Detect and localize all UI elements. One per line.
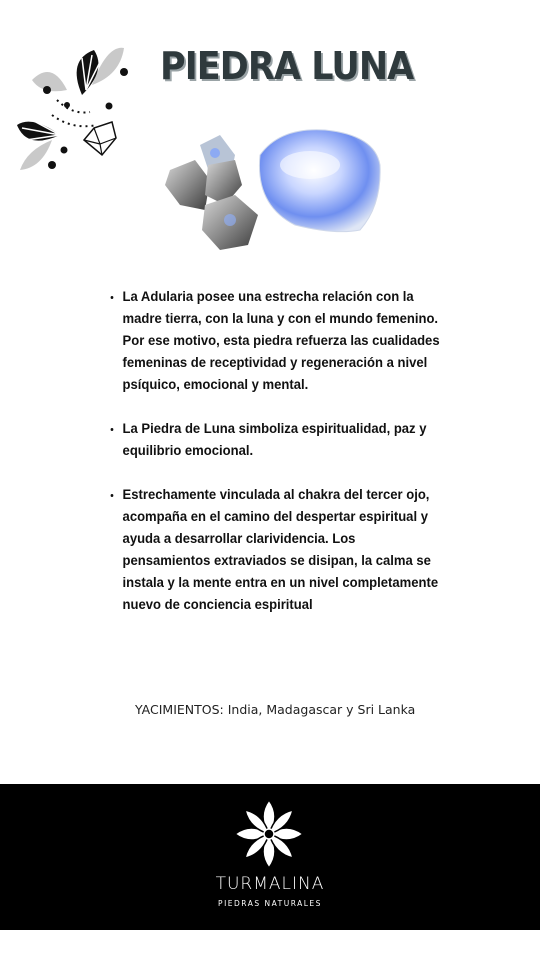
brand-name: TURMALINA	[215, 874, 325, 894]
boho-ornament-icon	[12, 40, 132, 175]
brand-tagline: PIEDRAS NATURALES	[218, 899, 322, 908]
description-list	[106, 286, 445, 638]
footer-banner	[0, 784, 540, 930]
moonstone-image	[160, 125, 390, 255]
deposits-text: YACIMIENTOS: India, Madagascar y Sri Lanka	[135, 702, 416, 717]
list-item: • La Piedra de Luna simboliza espiritualidad, paz y equilibrio emocional.	[123, 418, 445, 462]
list-item: • La Adularia posee una estrecha relación con la madre tierra, con la luna y con el mundo femenino. Por ese motivo, esta piedra refuerza las cualidades femeninas de receptividad y regeneración a nivel psíquico, emocional y mental.	[123, 286, 445, 396]
lotus-flower-icon	[231, 796, 307, 872]
list-item: • Estrechamente vinculada al chakra del tercer ojo, acompaña en el camino del despertar espiritual y ayuda a desarrollar clarividencia. Los pensamientos extraviados se disipan, la calma se instala y la mente entra en un nivel completamente nuevo de conciencia espiritual	[123, 484, 445, 616]
page-title: PIEDRA LUNA	[160, 44, 414, 88]
